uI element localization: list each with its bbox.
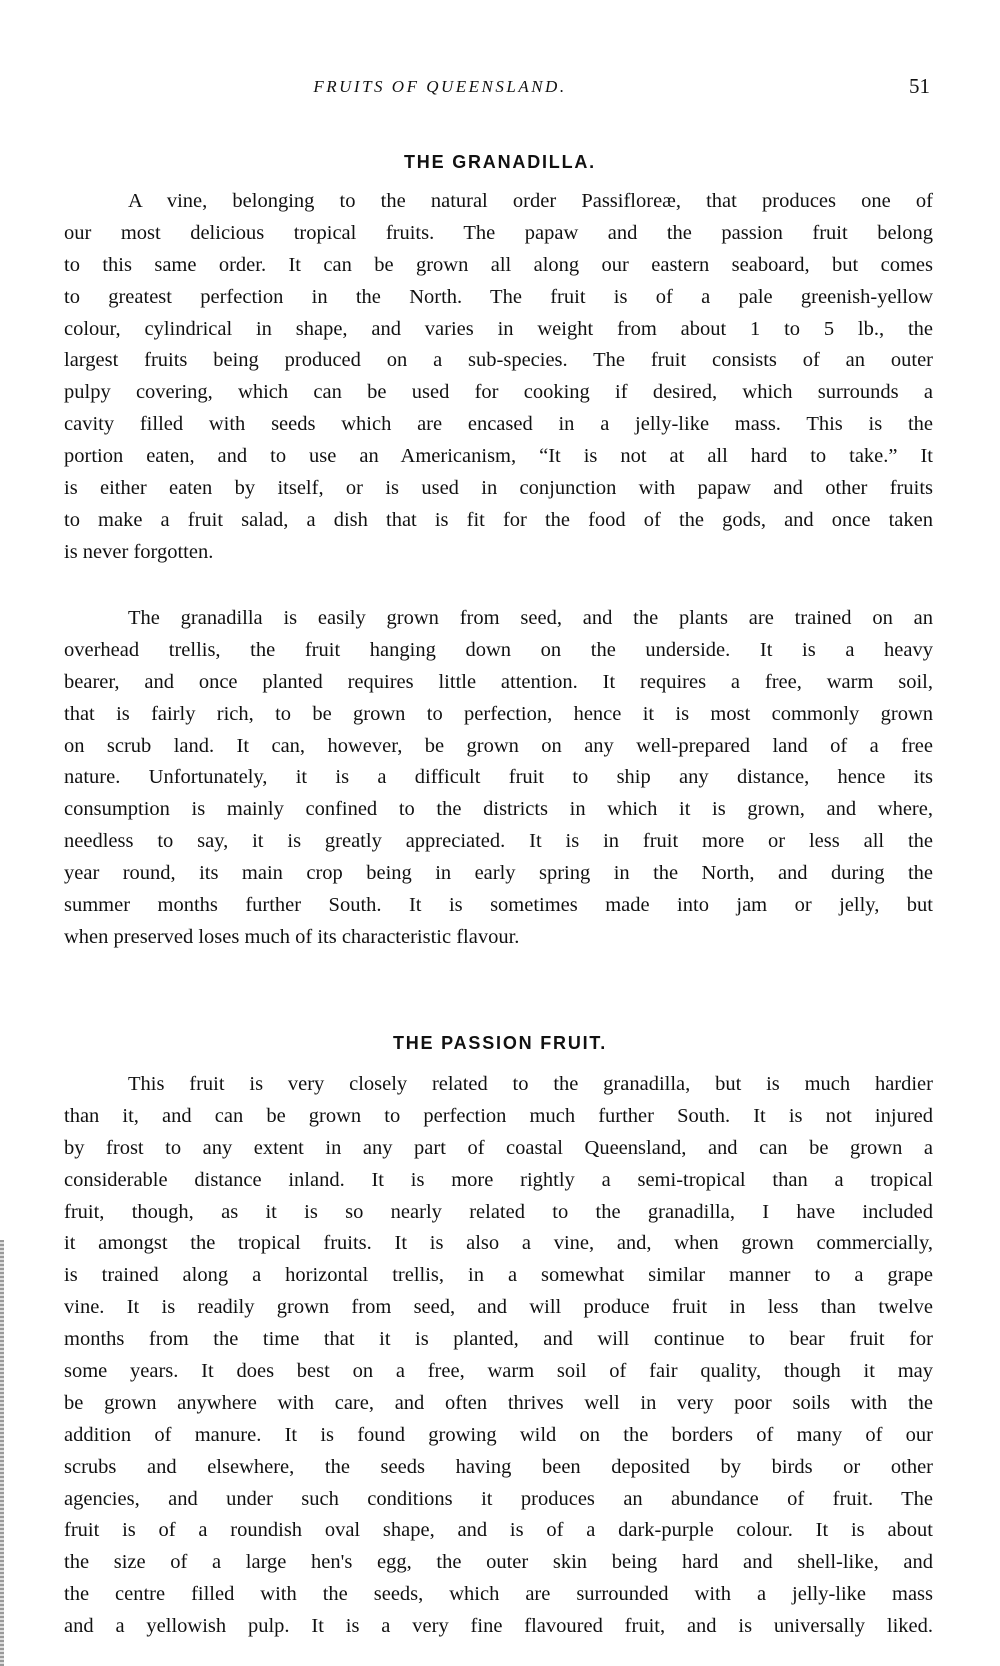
text-line: needless to say, it is greatly appreciated. It is in fruit more or less all the: [64, 830, 933, 853]
text-line: year round, its main crop being in early spring in the North, and during the: [64, 862, 933, 885]
text-line: bearer, and once planted requires little attention. It requires a free, warm soil,: [64, 670, 933, 693]
text-line: largest fruits being produced on a sub-species. The fruit consists of an outer: [64, 349, 933, 372]
paragraph: [64, 1069, 933, 1643]
text-line: addition of manure. It is found growing wild on the borders of many of our: [64, 1423, 933, 1446]
text-line: agencies, and under such conditions it produces an abundance of fruit. The: [64, 1487, 933, 1510]
text-line: is either eaten by itself, or is used in conjunction with papaw and other fruits: [64, 477, 933, 500]
text-line: fruit, though, as it is so nearly related to the granadilla, I have included: [64, 1200, 933, 1223]
text-line: our most delicious tropical fruits. The papaw and the passion fruit belong: [64, 221, 933, 244]
text-line: to greatest perfection in the North. The fruit is of a pale greenish-yellow: [64, 285, 933, 308]
text-line: to this same order. It can be grown all along our eastern seaboard, but comes: [64, 253, 933, 276]
text-line: it amongst the tropical fruits. It is also a vine, and, when grown commercially,: [64, 1232, 933, 1255]
text-line: vine. It is readily grown from seed, and will produce fruit in less than twelve: [64, 1296, 933, 1319]
paragraph: [64, 603, 933, 954]
text-line: pulpy covering, which can be used for cooking if desired, which surrounds a: [64, 381, 933, 404]
paragraph: [64, 186, 933, 569]
text-line: nature. Unfortunately, it is a difficult fruit to ship any distance, hence its: [64, 766, 933, 789]
section-title-passion-fruit: THE PASSION FRUIT.: [392, 1033, 608, 1053]
text-line: that is fairly rich, to be grown to perfection, hence it is most commonly grown: [64, 702, 933, 725]
running-head: FRUITS OF QUEENSLAND.: [313, 77, 567, 96]
text-line: than it, and can be grown to perfection much further South. It is not injured: [64, 1104, 933, 1127]
text-line: when preserved loses much of its characteristic flavour.: [64, 925, 520, 948]
text-line: consumption is mainly confined to the districts in which it is grown, and where,: [64, 798, 933, 821]
text-line: to make a fruit salad, a dish that is fit for the food of the gods, and once taken: [64, 508, 933, 531]
text-line: is trained along a horizontal trellis, in a somewhat similar manner to a grape: [64, 1264, 933, 1287]
text-line: some years. It does best on a free, warm soil of fair quality, though it may: [64, 1360, 933, 1383]
text-line: months from the time that it is planted, and will continue to bear fruit for: [64, 1328, 933, 1351]
text-line: portion eaten, and to use an Americanism, “It is not at all hard to take.” It: [64, 445, 933, 468]
text-line: by frost to any extent in any part of coastal Queensland, and can be grown a: [64, 1136, 933, 1159]
text-line: A vine, belonging to the natural order Passifloreæ, that produces one of: [128, 190, 933, 212]
text-line: The granadilla is easily grown from seed, and the plants are trained on an: [128, 607, 933, 629]
text-line: colour, cylindrical in shape, and varies in weight from about 1 to 5 lb., the: [64, 317, 933, 340]
page-number: 51: [909, 74, 930, 98]
text-line: on scrub land. It can, however, be grown on any well-prepared land of a free: [64, 734, 933, 757]
text-line: overhead trellis, the fruit hanging down on the underside. It is a heavy: [64, 638, 933, 661]
text-line: considerable distance inland. It is more rightly a semi-tropical than a tropical: [64, 1168, 933, 1191]
scan-edge-shadow: [0, 1240, 4, 1666]
text-line: scrubs and elsewhere, the seeds having been deposited by birds or other: [64, 1455, 933, 1478]
text-line: the size of a large hen's egg, the outer skin being hard and shell-like, and: [64, 1551, 933, 1574]
text-line: and a yellowish pulp. It is a very fine flavoured fruit, and is universally liked.: [64, 1615, 933, 1638]
text-line: fruit is of a roundish oval shape, and is of a dark-purple colour. It is about: [64, 1519, 933, 1542]
text-line: be grown anywhere with care, and often thrives well in very poor soils with the: [64, 1391, 933, 1414]
text-line: cavity filled with seeds which are encased in a jelly-like mass. This is the: [64, 413, 933, 436]
text-line: is never forgotten.: [64, 540, 214, 563]
text-line: This fruit is very closely related to the granadilla, but is much hardier: [128, 1073, 933, 1095]
text-line: the centre filled with the seeds, which are surrounded with a jelly-like mass: [64, 1583, 933, 1606]
text-line: summer months further South. It is sometimes made into jam or jelly, but: [64, 894, 933, 917]
section-title-granadilla: THE GRANADILLA.: [404, 152, 596, 172]
